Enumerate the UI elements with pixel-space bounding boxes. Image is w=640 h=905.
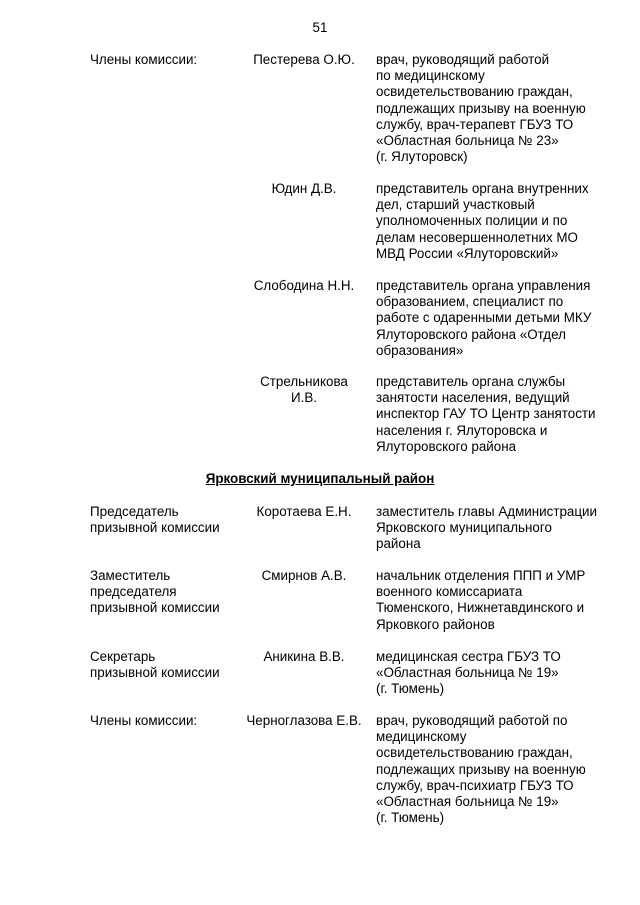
desc-line: Ялуторовского района «Отдел xyxy=(376,326,566,342)
desc-line: представитель органа управления xyxy=(376,278,591,293)
desc-line: района xyxy=(376,536,421,552)
name-line: Аникина В.В. xyxy=(263,649,345,664)
desc-line: Ярковкого районов xyxy=(376,616,495,632)
entry-description xyxy=(376,568,608,633)
role-line: Председатель xyxy=(90,504,179,519)
desc-line: представитель органа службы xyxy=(376,374,566,389)
entry-description xyxy=(376,374,608,455)
desc-line: подлежащих призыву на военную xyxy=(376,761,586,777)
desc-line: врач, руководящий работой по xyxy=(376,713,568,728)
desc-line: инспектор ГАУ ТО Центр занятости xyxy=(376,406,596,422)
desc-line: «Областная больница № 19» xyxy=(376,794,559,810)
entry-role xyxy=(90,649,240,681)
entry-name xyxy=(240,278,368,294)
name-line: И.В. xyxy=(291,390,317,406)
role-line: Заместитель xyxy=(90,568,171,583)
entry-description xyxy=(376,278,608,359)
desc-line: (г. Тюмень) xyxy=(376,810,445,826)
role-line: призывной комиссии xyxy=(90,600,220,616)
desc-line: Ялуторовского района xyxy=(376,438,517,454)
desc-line: образования» xyxy=(376,342,464,358)
entry-name xyxy=(240,374,368,406)
role-line: призывной комиссии xyxy=(90,665,220,681)
entry-description xyxy=(376,181,608,262)
desc-line: подлежащих призыву на военную xyxy=(376,100,586,116)
desc-line: освидетельствованию граждан, xyxy=(376,745,573,761)
role-line: Секретарь xyxy=(90,649,156,664)
name-line: Стрельникова xyxy=(260,374,348,389)
desc-line: МВД России «Ялуторовский» xyxy=(376,245,559,261)
name-line: Коротаева Е.Н. xyxy=(256,504,352,519)
entry-name xyxy=(240,649,368,665)
section-title: Ярковский муниципальный район xyxy=(205,471,435,486)
desc-line: дел, старший участковый xyxy=(376,197,535,213)
entry-name xyxy=(240,568,368,584)
page-number: 51 xyxy=(312,20,328,35)
entry-description xyxy=(376,52,608,165)
desc-line: службу, врач-психиатр ГБУЗ ТО xyxy=(376,777,574,793)
desc-line: службу, врач-терапевт ГБУЗ ТО xyxy=(376,116,574,132)
entry-description xyxy=(376,504,608,553)
role-line: призывной комиссии xyxy=(90,520,220,536)
name-line: Черноглазова Е.В. xyxy=(246,713,362,728)
desc-line: освидетельствованию граждан, xyxy=(376,84,573,100)
entry-role xyxy=(90,504,240,536)
name-line: Юдин Д.В. xyxy=(271,181,337,196)
entry-name xyxy=(240,181,368,197)
desc-line: населения г. Ялуторовска и xyxy=(376,422,548,438)
desc-line: медицинскому xyxy=(376,729,467,745)
desc-line: медицинская сестра ГБУЗ ТО xyxy=(376,649,561,664)
desc-line: по медицинскому xyxy=(376,68,485,84)
entry-description xyxy=(376,649,608,698)
desc-line: образованием, специалист по xyxy=(376,294,564,310)
entry-name xyxy=(240,504,368,520)
entry-role xyxy=(90,52,240,68)
desc-line: врач, руководящий работой xyxy=(376,52,550,67)
desc-line: Тюменского, Нижнетавдинского и xyxy=(376,600,585,616)
name-line: Пестерева О.Ю. xyxy=(253,52,355,67)
desc-line: начальник отделения ППП и УМР xyxy=(376,568,586,583)
entry-name xyxy=(240,713,368,729)
desc-line: военного комиссариата xyxy=(376,584,523,600)
desc-line: заместитель главы Администрации xyxy=(376,504,598,519)
name-line: Смирнов А.В. xyxy=(261,568,347,583)
desc-line: Ярковского муниципального xyxy=(376,520,552,536)
entry-role xyxy=(90,713,240,729)
desc-line: занятости населения, ведущий xyxy=(376,390,570,406)
desc-line: (г. Тюмень) xyxy=(376,681,445,697)
desc-line: представитель органа внутренних xyxy=(376,181,589,196)
entry-name xyxy=(240,52,368,68)
role-line: Члены комиссии: xyxy=(90,713,198,728)
desc-line: «Областная больница № 19» xyxy=(376,665,559,681)
role-line: председателя xyxy=(90,584,177,600)
entry-description xyxy=(376,713,608,826)
desc-line: делам несовершеннолетних МО xyxy=(376,229,578,245)
role-line: Члены комиссии: xyxy=(90,52,198,67)
desc-line: «Областная больница № 23» xyxy=(376,133,559,149)
name-line: Слободина Н.Н. xyxy=(253,278,355,293)
desc-line: уполномоченных полиции и по xyxy=(376,213,568,229)
entry-role xyxy=(90,568,240,617)
desc-line: работе с одаренными детьми МКУ xyxy=(376,310,592,326)
desc-line: (г. Ялуторовск) xyxy=(376,149,468,165)
